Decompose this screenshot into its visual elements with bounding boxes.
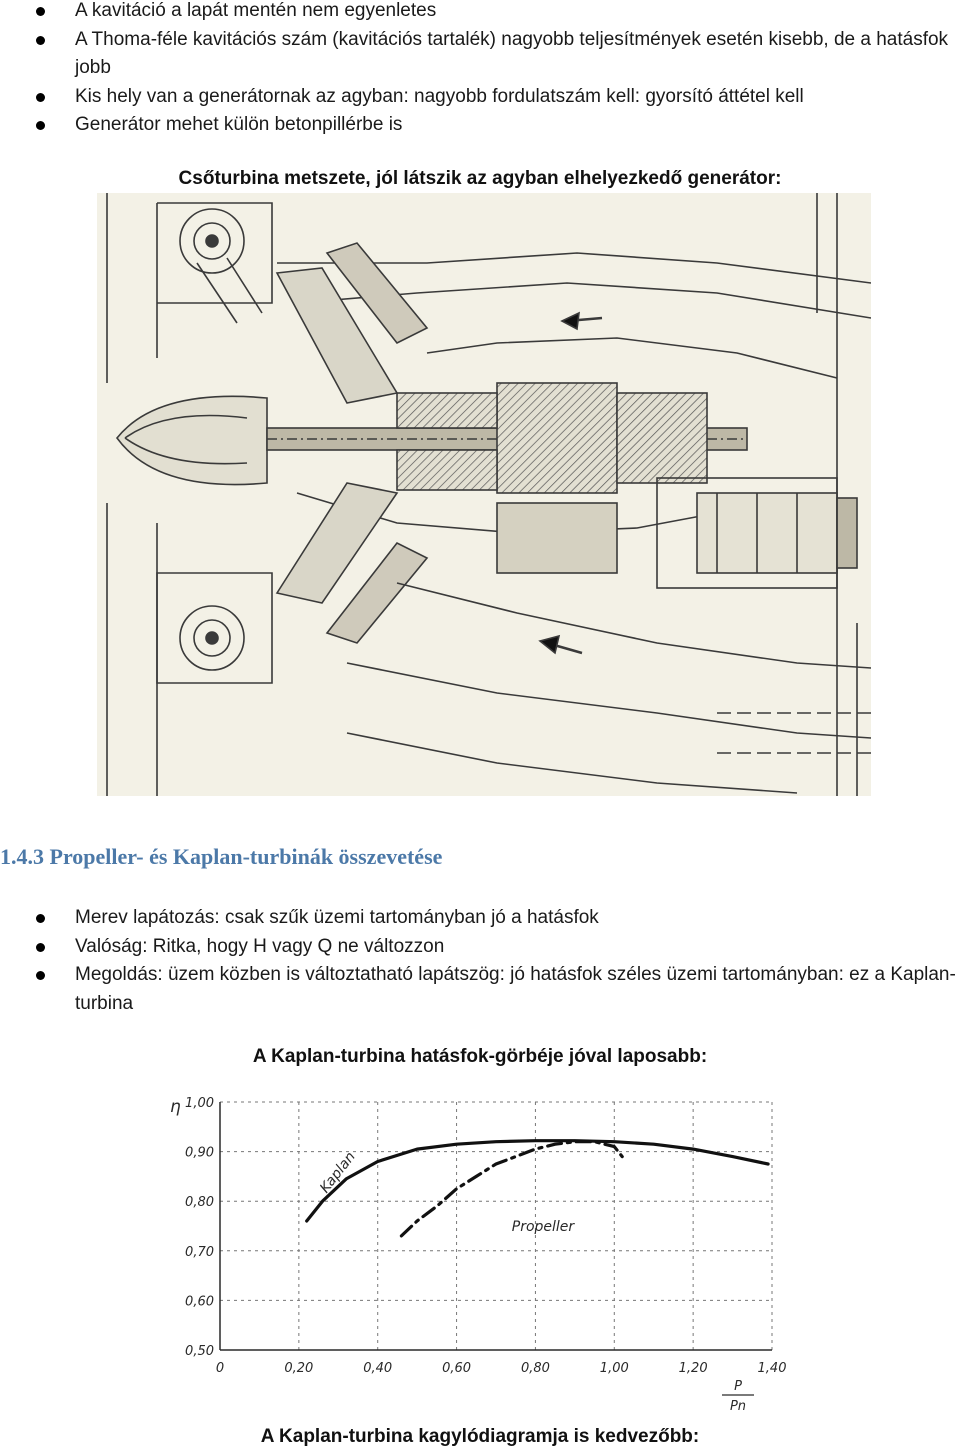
bullet-text: A kavitáció a lapát mentén nem egyenletes [75, 0, 437, 21]
figure-caption-efficiency-curve: A Kaplan-turbina hatásfok-görbéje jóval laposabb: [252, 1046, 708, 1067]
x-tick-label: 1,40 [757, 1361, 787, 1376]
bullet-item [0, 933, 960, 962]
bulb-turbine-drawing [97, 193, 871, 796]
bullet-text: Megoldás: üzem közben is változtatható lapátszög: jó hatásfok széles üzemi tartományban: ez a Kaplan-turbina [75, 964, 956, 1014]
efficiency-chart-figure [160, 1088, 790, 1416]
efficiency-chart [160, 1088, 790, 1416]
bullet-text: Merev lapátozás: csak szűk üzemi tartományban jó a hatásfok [75, 907, 599, 928]
y-tick-label: 1,00 [185, 1096, 214, 1111]
x-axis-label: Pn [729, 1399, 747, 1414]
figure-caption-shell-diagram: A Kaplan-turbina kagylódiagramja is kedvezőbb: [260, 1426, 700, 1447]
x-tick-label: 0,60 [442, 1361, 472, 1376]
bullet-icon [36, 943, 45, 952]
x-tick-label: 1,20 [678, 1361, 708, 1376]
x-tick-label: 0,20 [284, 1361, 314, 1376]
series-label-propeller: Propeller [511, 1218, 575, 1235]
top-bullet-list [0, 0, 960, 140]
bullet-text: Generátor mehet külön betonpillérbe is [75, 114, 403, 135]
series-line-kaplan [307, 1141, 768, 1221]
y-tick-label: 0,80 [185, 1195, 214, 1211]
bullet-item [0, 904, 960, 933]
series-label-kaplan: Kaplan [317, 1148, 359, 1197]
figure-caption-bulb-turbine: Csőturbina metszete, jól látszik az agyban elhelyezkedő generátor: [178, 168, 782, 189]
x-tick-label: 1,00 [599, 1361, 629, 1376]
bullet-icon [36, 971, 45, 980]
x-tick-label: 0,80 [520, 1361, 550, 1376]
bullet-text: A Thoma-féle kavitációs szám (kavitációs tartalék) nagyobb teljesítmények esetén kisebb, de a hatásfok jobb [75, 28, 949, 78]
bulb-turbine-cross-section-figure [97, 193, 871, 796]
x-axis-label: P [734, 1379, 742, 1394]
section-heading: 1.4.3 Propeller- és Kaplan-turbinák összevetése [0, 844, 443, 869]
bullet-item [0, 0, 960, 26]
bottom-bullet-list [0, 904, 960, 1018]
bullet-icon [36, 36, 45, 45]
y-tick-label: 0,60 [185, 1294, 214, 1310]
y-tick-label: 0,90 [185, 1145, 214, 1161]
bullet-item [0, 26, 960, 83]
y-tick-label: 0,50 [185, 1344, 214, 1359]
x-tick-label: 0 [215, 1361, 225, 1376]
bullet-item [0, 83, 960, 112]
bullet-text: Valóság: Ritka, hogy H vagy Q ne változzon [75, 935, 445, 957]
y-axis-label: η [170, 1097, 181, 1117]
bullet-icon [36, 93, 45, 102]
y-tick-label: 0,70 [185, 1244, 214, 1260]
bullet-item [0, 961, 960, 1018]
bullet-icon [36, 121, 45, 130]
bullet-icon [36, 914, 45, 923]
bullet-icon [36, 7, 45, 16]
x-tick-label: 0,40 [363, 1361, 393, 1376]
bullet-item [0, 111, 960, 140]
bullet-text: Kis hely van a generátornak az agyban: nagyobb fordulatszám kell: gyorsító áttétel kell [75, 85, 804, 107]
